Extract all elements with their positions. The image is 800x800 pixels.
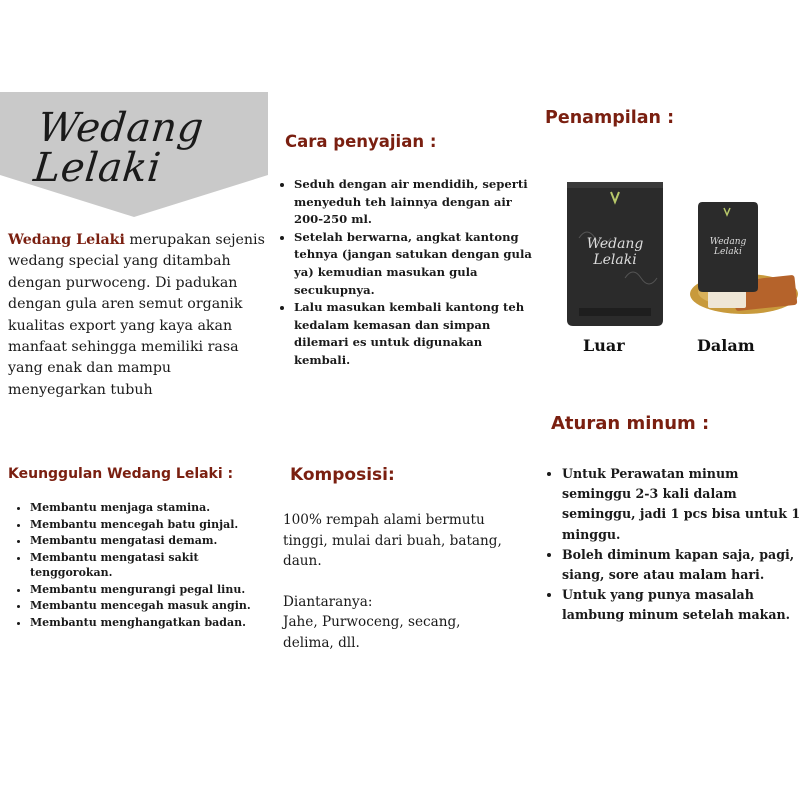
list-item: • Membantu menjaga stamina.	[30, 500, 252, 516]
aturan-heading: Aturan minum :	[551, 413, 710, 434]
list-item: • Membantu menghangatkan badan.	[30, 615, 252, 631]
komposisi-line3: Jahe, Purwoceng, secang, delima, dll.	[283, 614, 461, 651]
list-item: • Setelah berwarna, angkat kantong tehnya (jangan satukan dengan gula ya) kemudian masukan gula secukupnya.	[294, 229, 536, 299]
intro-brand: Wedang Lelaki	[8, 232, 125, 248]
pouch-outer-image	[565, 178, 665, 328]
caption-luar: Luar	[583, 336, 625, 355]
pouch-inner-image	[688, 198, 800, 320]
list-item: • Untuk Perawatan minum seminggu 2-3 kali dalam seminggu, jadi 1 pcs bisa untuk 1 minggu.	[562, 464, 800, 545]
pouch-brand-line2: Lelaki	[593, 252, 637, 268]
caption-dalam: Dalam	[697, 336, 755, 355]
list-item: • Membantu mengurangi pegal linu.	[30, 582, 252, 598]
intro-paragraph	[8, 230, 270, 401]
list-item: • Lalu masukan kembali kantong teh kedalam kemasan dan simpan dilemari es untuk digunakan kembali.	[294, 299, 536, 369]
list-item: • Boleh diminum kapan saja, pagi, siang, sore atau malam hari.	[562, 545, 800, 585]
cara-heading: Cara penyajian :	[285, 132, 437, 151]
komposisi-heading: Komposisi:	[290, 465, 395, 485]
komposisi-line1: 100% rempah alami bermutu tinggi, mulai dari buah, batang, daun.	[283, 512, 502, 570]
komposisi-line2: Diantaranya:	[283, 593, 373, 610]
list-item: • Membantu mengatasi demam.	[30, 533, 252, 549]
list-item: • Untuk yang punya masalah lambung minum setelah makan.	[562, 585, 800, 625]
penampilan-heading: Penampilan :	[545, 108, 675, 128]
cara-list	[272, 176, 536, 370]
svg-text:Wedang: Wedang	[709, 237, 747, 247]
list-item: • Membantu mencegah batu ginjal.	[30, 517, 252, 533]
pouch-brand-line1: Wedang	[586, 236, 644, 252]
komposisi-text	[283, 510, 513, 654]
keunggulan-list	[8, 500, 252, 630]
keunggulan-heading: Keunggulan Wedang Lelaki :	[8, 466, 234, 482]
list-item: • Seduh dengan air mendidih, seperti menyeduh teh lainnya dengan air 200-250 ml.	[294, 176, 536, 229]
aturan-list	[540, 464, 800, 626]
product-title: Wedang Lelaki	[31, 105, 206, 191]
list-item: • Membantu mencegah masuk angin.	[30, 598, 252, 614]
svg-text:Lelaki: Lelaki	[714, 247, 742, 257]
intro-text: merupakan sejenis wedang special yang ditambah dengan purwoceng. Di padukan dengan gula aren semut organik kualitas export yang kaya akan manfaat sehingga memiliki rasa yang enak dan mampu menyegarkan tubuh	[8, 232, 265, 398]
list-item: • Membantu mengatasi sakit tenggorokan.	[30, 550, 252, 581]
